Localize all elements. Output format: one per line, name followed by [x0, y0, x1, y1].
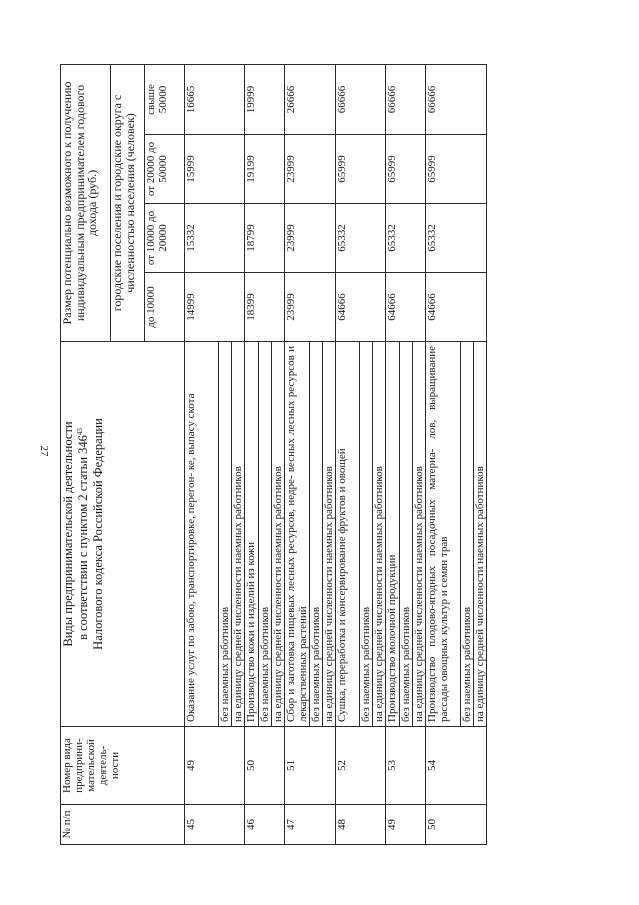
income-value: 65999 — [386, 135, 426, 204]
income-value: 19999 — [245, 64, 285, 134]
activity-title: Производство молочной продукции — [386, 342, 400, 727]
activity-code: 49 — [185, 727, 245, 805]
row-label: на единицу средней численности наемных работников — [232, 342, 245, 727]
row-label: на единицу средней численности наемных работников — [323, 342, 336, 727]
row-label: на единицу средней численности наемных работников — [413, 342, 426, 727]
income-value: 26666 — [285, 64, 336, 134]
income-value: 14999 — [185, 273, 245, 342]
table-row — [285, 64, 310, 844]
footnote-ref: 43 — [75, 428, 84, 436]
income-value: 66666 — [336, 64, 386, 134]
header-sub-2: от 10000 до 20000 — [145, 204, 185, 273]
table-row — [426, 64, 461, 844]
income-table — [60, 64, 487, 845]
row-number: 47 — [285, 805, 336, 845]
activity-code: 51 — [285, 727, 336, 805]
row-label: на единицу средней численности наемных работников — [474, 342, 487, 727]
income-value: 15332 — [185, 204, 245, 273]
income-value: 19199 — [245, 135, 285, 204]
income-value: 64666 — [386, 273, 426, 342]
row-label: без наемных работников — [259, 342, 272, 727]
activity-title: Сбор и заготовка пищевых лесных ресурсов, недре- весных лесных ресурсов и лекарственных растений — [285, 342, 310, 727]
header-activity-code: Номер вида предприни- мательской деятель- ности — [61, 727, 185, 805]
row-label: без наемных работников — [219, 342, 232, 727]
header-sub-3: от 20000 до 50000 — [145, 135, 185, 204]
income-value: 23999 — [285, 204, 336, 273]
row-label: без наемных работников — [461, 342, 474, 727]
header-activity-type — [61, 342, 185, 727]
header-sub-4: свыше 50000 — [145, 64, 185, 134]
row-number: 46 — [245, 805, 285, 845]
table-header — [61, 64, 185, 844]
row-label: без наемных работников — [400, 342, 413, 727]
header-activity-line1: Виды предпринимательской деятельности — [61, 421, 75, 647]
activity-title: Оказание услуг по забою, транспортировке, перегон- ке, выпасу скота — [185, 342, 219, 727]
income-value: 15999 — [185, 135, 245, 204]
table-row — [336, 64, 360, 844]
row-label: на единицу средней численности наемных работников — [373, 342, 386, 727]
activity-title: Производство плодово-ягодных посадочных материа- лов, выращивание рассады овощных культур и семян трав — [426, 342, 461, 727]
table-row — [386, 64, 400, 844]
activity-title: Производство кожи и изделий из кожи — [245, 342, 259, 727]
row-label: без наемных работников — [360, 342, 373, 727]
income-value: 65999 — [426, 135, 487, 204]
header-potential-income: Размер потенциально возможного к получению индивидуальным предпринимателем годового дохода (руб.) — [61, 64, 111, 341]
header-activity-line3: Налогового кодекса Российской Федерации — [91, 418, 105, 650]
activity-code: 53 — [386, 727, 426, 805]
table-row — [245, 64, 259, 844]
income-value: 16665 — [185, 64, 245, 134]
header-row-number: № п/п — [61, 805, 185, 845]
income-value: 23999 — [285, 273, 336, 342]
row-number: 48 — [336, 805, 386, 845]
activity-code: 52 — [336, 727, 386, 805]
activity-title: Сушка, переработка и консервирование фруктов и овощей — [336, 342, 360, 727]
activity-code: 54 — [426, 727, 487, 805]
income-value: 65999 — [336, 135, 386, 204]
income-value: 18399 — [245, 273, 285, 342]
header-activity-line2: в соответствии с пунктом 2 статьи 346 — [76, 435, 90, 640]
income-value: 23999 — [285, 135, 336, 204]
row-number: 50 — [426, 805, 487, 845]
income-value: 18799 — [245, 204, 285, 273]
activity-code: 50 — [245, 727, 285, 805]
row-number: 45 — [185, 805, 245, 845]
row-label: на единицу средней численности наемных работников — [272, 342, 285, 727]
row-number: 49 — [386, 805, 426, 845]
income-value: 64666 — [336, 273, 386, 342]
table-row — [185, 64, 219, 844]
rotated-page — [60, 65, 560, 845]
table-body — [185, 64, 487, 844]
header-sub-1: до 10000 — [145, 273, 185, 342]
income-value: 66666 — [386, 64, 426, 134]
income-value: 66666 — [426, 64, 487, 134]
income-value: 64666 — [426, 273, 487, 342]
row-label: без наемных работников — [310, 342, 323, 727]
income-value: 65332 — [386, 204, 426, 273]
header-settlements: городские поселения и городские округа с численностью населения (человек) — [111, 64, 145, 341]
income-value: 65332 — [336, 204, 386, 273]
income-value: 65332 — [426, 204, 487, 273]
page-number: 27 — [38, 445, 50, 457]
